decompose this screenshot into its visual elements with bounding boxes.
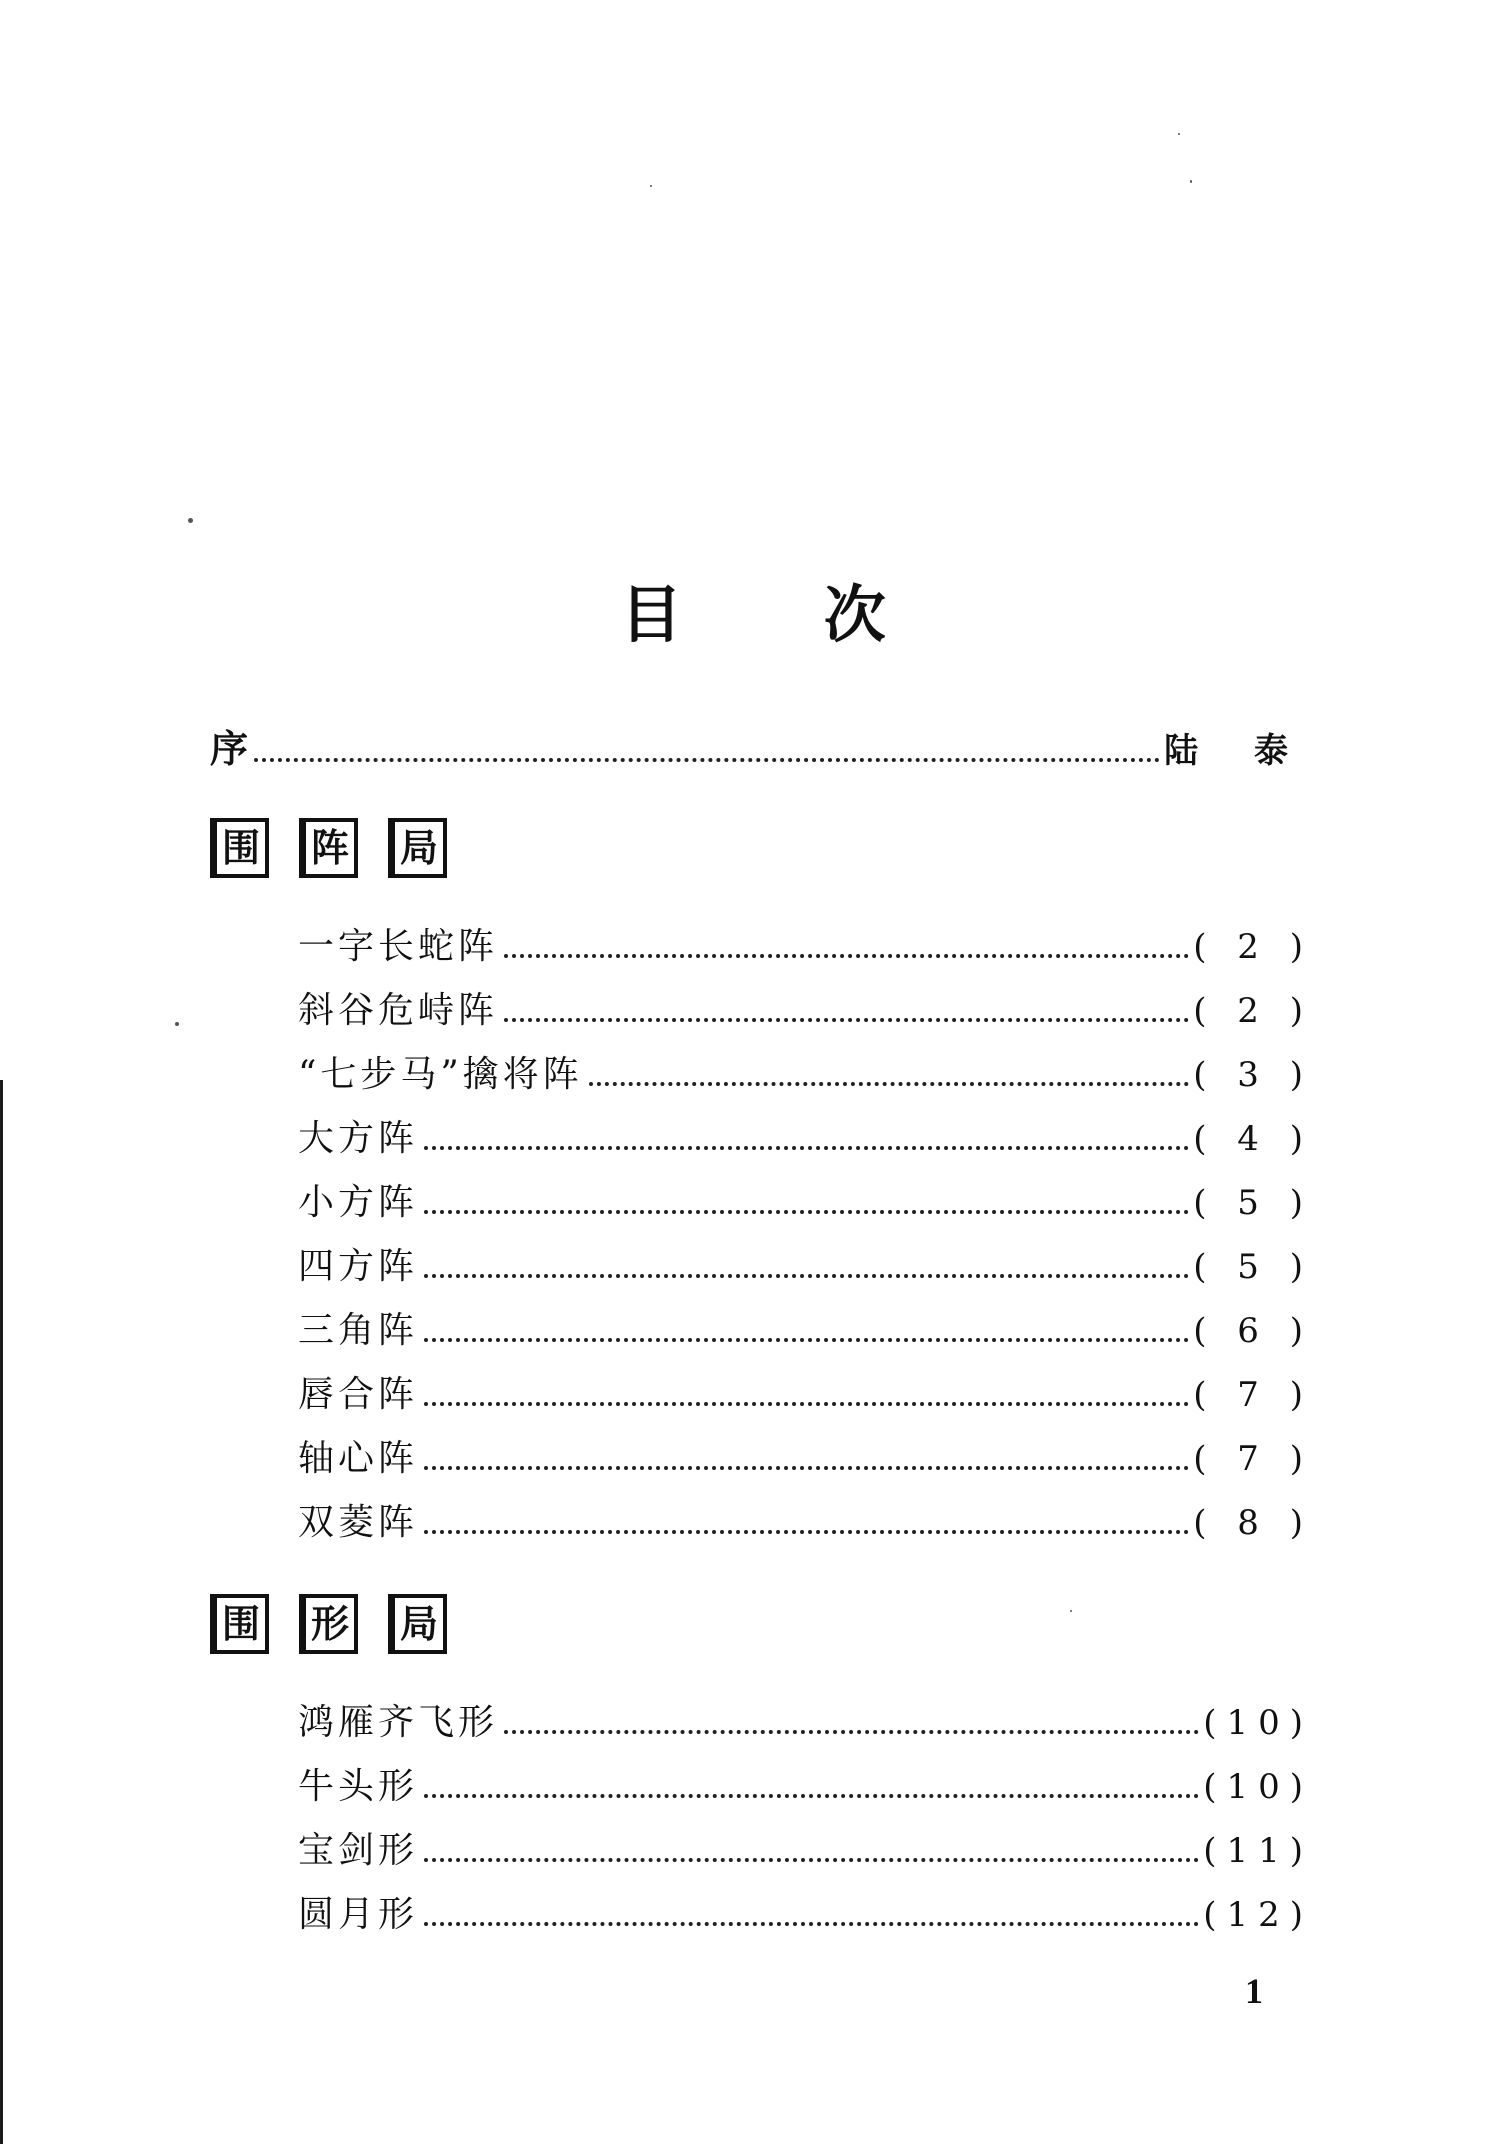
toc-entry-page: ( 7 ) <box>1193 1375 1313 1415</box>
dot-leader <box>424 1858 1199 1862</box>
scan-speck <box>1070 1610 1072 1612</box>
toc-entry-title: 牛头形 <box>298 1766 419 1807</box>
dot-leader <box>424 1922 1199 1926</box>
dot-leader <box>424 1794 1199 1798</box>
toc-entry-title: 圆月形 <box>298 1894 419 1935</box>
toc-entry-page: ( 4 ) <box>1193 1119 1313 1159</box>
toc-entry-title: 四方阵 <box>298 1246 419 1287</box>
dot-leader <box>504 954 1189 958</box>
toc-entry-title: 轴心阵 <box>298 1438 419 1479</box>
toc-entry-title: 小方阵 <box>298 1182 419 1223</box>
toc-entry[interactable] <box>298 1174 1313 1225</box>
page-title: 目 次 <box>620 578 946 651</box>
toc-entry-title: 双菱阵 <box>298 1502 419 1543</box>
toc-entry-page: ( 7 ) <box>1193 1439 1313 1479</box>
toc-entry[interactable] <box>298 1430 1313 1481</box>
scan-speck <box>1178 133 1180 135</box>
toc-entry[interactable] <box>298 1046 1313 1097</box>
toc-entry-title: 一字长蛇阵 <box>298 926 499 967</box>
dot-leader <box>424 1274 1189 1278</box>
toc-entry[interactable] <box>298 1494 1313 1545</box>
dot-leader <box>504 1018 1189 1022</box>
toc-entry-title: 斜谷危峙阵 <box>298 990 499 1031</box>
dot-leader <box>504 1730 1199 1734</box>
toc-entry[interactable] <box>298 1366 1313 1417</box>
scan-speck <box>1190 180 1192 183</box>
toc-preface-row[interactable] <box>210 718 1310 773</box>
section-heading-2 <box>210 1594 447 1654</box>
toc-entry-title: 大方阵 <box>298 1118 419 1159</box>
toc-entry[interactable] <box>298 1110 1313 1161</box>
toc-entry-title: 三角阵 <box>298 1310 419 1351</box>
toc-entry-title: 鸿雁齐飞形 <box>298 1702 499 1743</box>
section-heading-1 <box>210 818 447 878</box>
toc-entry-page: ( 5 ) <box>1193 1247 1313 1287</box>
toc-entry-title: “七步马”擒将阵 <box>298 1054 583 1095</box>
toc-entry-title: 宝剑形 <box>298 1830 419 1871</box>
page-number: 1 <box>1245 1971 1263 2011</box>
section-heading-char: 围 <box>210 1594 269 1654</box>
toc-entry-page: (10) <box>1203 1767 1313 1807</box>
section-heading-char: 局 <box>388 818 447 878</box>
dot-leader <box>424 1146 1189 1150</box>
toc-entry-page: ( 5 ) <box>1193 1183 1313 1223</box>
toc-entry-page: ( 8 ) <box>1193 1503 1313 1543</box>
dot-leader <box>424 1466 1189 1470</box>
preface-author: 陆 泰 <box>1164 731 1310 771</box>
toc-entry-page: (10) <box>1203 1703 1313 1743</box>
toc-entry[interactable] <box>298 1694 1313 1745</box>
scan-speck <box>650 185 652 187</box>
toc-entry-page: ( 6 ) <box>1193 1311 1313 1351</box>
toc-entry-page: ( 3 ) <box>1193 1055 1313 1095</box>
preface-label: 序 <box>210 727 249 771</box>
section-heading-char: 局 <box>388 1594 447 1654</box>
toc-entry[interactable] <box>298 982 1313 1033</box>
scan-edge <box>0 1080 3 2144</box>
toc-entry-title: 唇合阵 <box>298 1374 419 1415</box>
section-heading-char: 围 <box>210 818 269 878</box>
dot-leader <box>424 1210 1189 1214</box>
section-heading-char: 阵 <box>299 818 358 878</box>
scan-speck <box>188 518 193 523</box>
toc-entry[interactable] <box>298 1886 1313 1937</box>
section-heading-char: 形 <box>299 1594 358 1654</box>
dot-leader <box>424 1338 1189 1342</box>
dot-leader <box>424 1530 1189 1534</box>
toc-entry-page: ( 2 ) <box>1193 927 1313 967</box>
toc-entry-page: (12) <box>1203 1895 1313 1935</box>
toc-entry[interactable] <box>298 1822 1313 1873</box>
toc-entry[interactable] <box>298 1758 1313 1809</box>
toc-entry-page: ( 2 ) <box>1193 991 1313 1031</box>
toc-entry[interactable] <box>298 1302 1313 1353</box>
scan-speck <box>175 1022 179 1026</box>
dot-leader <box>424 1402 1189 1406</box>
dot-leader <box>589 1082 1189 1086</box>
toc-entry-page: (11) <box>1203 1831 1313 1871</box>
dot-leader <box>254 758 1160 762</box>
toc-entry[interactable] <box>298 918 1313 969</box>
toc-entry[interactable] <box>298 1238 1313 1289</box>
